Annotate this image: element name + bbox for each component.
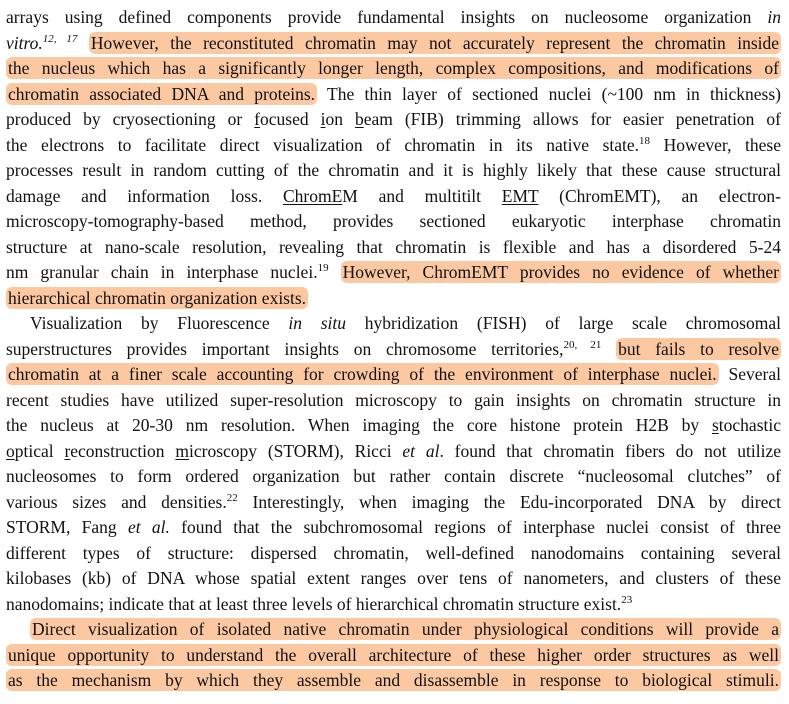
text-span: tochastic (718, 415, 781, 435)
text-line (6, 337, 781, 363)
text-span (6, 33, 43, 53)
text-span: et al. (127, 517, 170, 537)
citation-superscript (43, 33, 78, 45)
text-span: i (320, 109, 326, 129)
text-span: . found that chromatin fibers do not utilize (439, 440, 781, 461)
text-span: arrays using defined components provide fundamental insights on nucleosome organization (6, 7, 768, 27)
text-span (502, 186, 539, 206)
text-span: vitro. (6, 32, 43, 53)
highlighted-text: but fails to resolve (618, 338, 780, 359)
text-span: in (767, 7, 781, 27)
text-span: various sizes and densities. (6, 491, 227, 512)
text-span: ptical (14, 440, 65, 461)
citation-superscript: 23 (621, 593, 633, 606)
text-line (6, 388, 781, 414)
highlighted-text: hierarchical chromatin organization exists. (8, 287, 307, 308)
highlighted-text: chromatin associated DNA and proteins. (8, 83, 316, 104)
text-span (288, 313, 346, 333)
text-span: 12, 17 (42, 32, 78, 45)
text-span: STORM, Fang (6, 517, 128, 537)
text-span: the nucleus at 20-30 nm resolution. When imaging the core histone protein H2B by (6, 415, 712, 435)
text-span: recent studies have utilized super-resolution microscopy to gain insights on chromatin structure in (6, 389, 781, 410)
text-line (6, 643, 781, 669)
text-line (6, 158, 781, 184)
text-span (6, 441, 15, 461)
text-span: on (325, 109, 355, 129)
text-line (6, 668, 781, 694)
text-line (6, 490, 781, 516)
text-line (6, 592, 781, 618)
highlighted-text: Direct visualization of isolated native chromatin under physiological conditions will provide a (32, 619, 779, 639)
text-span: produced by cryosectioning or (6, 109, 255, 129)
text-span (329, 262, 341, 282)
citation-superscript: 18 (639, 134, 651, 147)
highlighted-text: However, ChromEMT provides no evidence of whether (342, 262, 780, 282)
citation-superscript: 19 (317, 262, 329, 274)
text-span: Visualization by Fluorescence (30, 313, 289, 333)
text-line (6, 184, 781, 210)
highlighted-text: However, the reconstituted chromatin may not accurately represent the chromatin inside (90, 32, 780, 53)
text-span: found that the subchromosomal regions of interphase nuclei consist of three (169, 517, 782, 537)
text-line (6, 515, 781, 541)
text-line (6, 541, 781, 567)
text-line (6, 286, 781, 312)
text-span: ocused (260, 109, 321, 129)
text-line (6, 107, 781, 133)
text-span: different types of structure: dispersed chromatin, well-defined nanodomains containing several (6, 542, 781, 563)
highlighted-text: unique opportunity to understand the overall architecture of these higher order structures as well (8, 644, 779, 665)
text-span: However, these (650, 134, 781, 155)
text-span: processes result in random cutting of the chromatin and it is highly likely that these cause structural (6, 160, 781, 180)
text-span: M and multitilt (342, 185, 502, 206)
text-line (6, 133, 781, 159)
text-span: The thin layer of sectioned nuclei (~100 nm in thickness) (317, 83, 781, 104)
text-span: in situ (288, 313, 347, 333)
text-span: Several (718, 364, 781, 384)
text-line (6, 260, 781, 286)
text-line (6, 439, 781, 465)
text-line (6, 362, 781, 388)
text-line (6, 464, 781, 490)
text-span (601, 339, 616, 359)
text-line (6, 82, 781, 108)
text-line (6, 56, 781, 82)
text-span (175, 441, 189, 461)
text-span: m (175, 440, 189, 461)
text-span: hybridization (FISH) of large scale chromosomal (346, 313, 781, 333)
text-span (128, 517, 170, 537)
text-span: nanodomains; indicate that at least three levels of hierarchical chromatin structure exist. (6, 593, 622, 614)
text-span: Interestingly, when imaging the Edu-incorporated DNA by direct (237, 491, 782, 512)
citation-superscript: 20, 21 (563, 338, 602, 351)
text-span (712, 415, 719, 435)
text-line (6, 31, 781, 57)
text-span: nucleosomes to form ordered organization but rather contain discrete “nucleosomal clutches” of (6, 466, 781, 486)
text-span: damage and information loss. (6, 185, 283, 206)
text-span (767, 7, 781, 27)
text-span: b (354, 109, 364, 129)
text-line (6, 413, 781, 439)
text-span: ChromE (282, 185, 343, 206)
text-span: EMT (501, 185, 539, 206)
text-span: eam (FIB) trimming allows for easier penetration of (363, 109, 781, 129)
citation-superscript: 22 (226, 491, 238, 504)
text-line (6, 235, 781, 261)
text-span: r (64, 440, 71, 461)
text-span: et al (402, 440, 440, 461)
text-span: nm granular chain in interphase nuclei. (6, 262, 318, 282)
text-span (402, 441, 439, 461)
text-span: f (254, 109, 260, 129)
text-line (6, 617, 781, 643)
text-span: superstructures provides important insights on chromosome territories, (6, 338, 564, 359)
text-span: s (711, 415, 719, 435)
highlighted-text: as the mechanism by which they assemble and disassemble in response to biological stimuli. (8, 670, 779, 690)
text-line (6, 566, 781, 592)
text-line (6, 5, 781, 31)
text-span: structure at nano-scale resolution, revealing that chromatin is flexible and has a disordered 5-24 (6, 236, 781, 257)
text-span: (ChromEMT), an electron- (538, 185, 781, 206)
text-span (77, 33, 89, 53)
text-span (283, 186, 342, 206)
text-line (6, 209, 781, 235)
text-span: o (6, 440, 15, 461)
highlighted-text: chromatin at a finer scale accounting for crowding of the environment of interphase nuclei. (8, 364, 717, 384)
text-span: the electrons to facilitate direct visualization of chromatin in its native state. (6, 134, 640, 155)
text-span: microscopy-tomography-based method, provides sectioned eukaryotic interphase chromatin (6, 211, 781, 231)
text-span: kilobases (kb) of DNA whose spatial extent ranges over tens of nanometers, and clusters of these (6, 568, 781, 588)
text-span: icroscopy (STORM), Ricci (188, 440, 403, 461)
highlighted-text: the nucleus which has a significantly longer length, complex compositions, and modifications of (8, 58, 779, 78)
text-span (355, 109, 364, 129)
text-span: econstruction (70, 440, 176, 461)
text-line (6, 311, 781, 337)
